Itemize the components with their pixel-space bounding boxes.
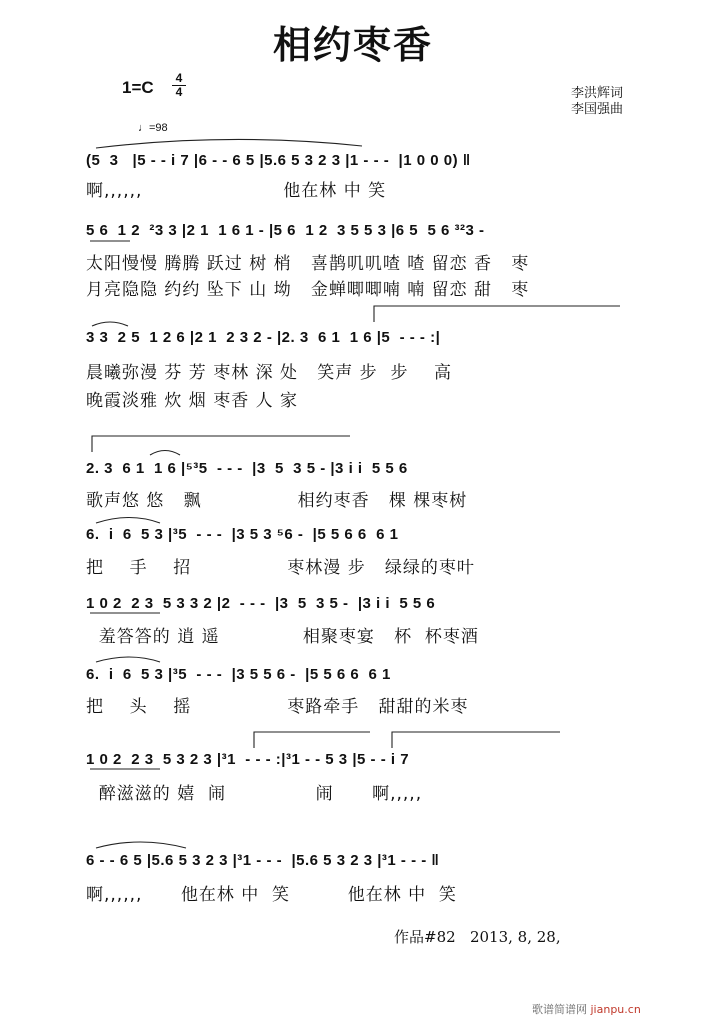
volta-2	[92, 436, 350, 452]
lyric-line-3b: 晚霞淡雅 炊 烟 枣香 人 家	[86, 391, 299, 410]
volta-1	[374, 306, 620, 322]
lyricist-credit: 李洪辉词	[571, 86, 624, 101]
key-signature: 1=C	[122, 78, 154, 97]
slur-line3-a	[92, 322, 128, 326]
time-signature-bottom: 4	[172, 85, 186, 99]
watermark-cn: 歌谱简谱网	[532, 1003, 587, 1016]
notation-line-4: 2. 3 6 1 1 6 |⁵³5 - - - |3 5 3 5 - |3 i i 5 5 6	[86, 460, 408, 477]
lyric-line-9a: 啊,,,,,, 他在林 中 笑 他在林 中 笑	[86, 885, 457, 904]
lyric-line-3a: 晨曦弥漫 芬 芳 枣林 深 处 笑声 步 步 高	[86, 363, 453, 382]
notation-line-9: 6 - - 6 5 |5.6 5 3 2 3 |³1 - - - |5.6 5 3 2 3 |³1 - - - ‖	[86, 852, 440, 869]
notation-line-1: (5 3 |5 - - i 7 |6 - - 6 5 |5.6 5 3 2 3 |1 - - - |1 0 0 0) ‖	[86, 152, 471, 169]
notation-line-6: 1 0 2 2 3 5 3 3 2 |2 - - - |3 5 3 5 - |3 i i 5 5 6	[86, 595, 436, 612]
slur-line4	[150, 451, 180, 456]
notation-line-2: 5 6 1 2 ²3 3 |2 1 1 6 1 - |5 6 1 2 3 5 5 3 |6 5 5 6 ³²3 -	[86, 222, 485, 239]
slur-line7	[96, 657, 160, 662]
lyric-line-6a: 羞答答的 逍 遥 相聚枣宴 杯 杯枣酒	[86, 627, 479, 646]
lyric-line-8a: 醉滋滋的 嬉 闹 闹 啊,,,,,	[86, 784, 423, 803]
song-title: 相约枣香	[272, 23, 433, 67]
time-signature-top: 4	[175, 71, 183, 85]
slur-intro	[96, 139, 362, 148]
lyric-line-5a: 把 手 招 枣林漫 步 绿绿的枣叶	[86, 558, 475, 577]
slur-line9	[96, 842, 186, 848]
lyric-line-7a: 把 头 摇 枣路牵手 甜甜的米枣	[86, 697, 469, 716]
volta-1b	[254, 732, 370, 748]
notation-line-3: 3 3 2 5 1 2 6 |2 1 2 3 2 - |2. 3 6 1 1 6 |5 - - - :|	[86, 329, 441, 346]
composer-credit: 李国强曲	[571, 102, 624, 117]
composition-date: 2013, 8, 28,	[469, 928, 561, 946]
lyric-line-2a: 太阳慢慢 腾腾 跃过 树 梢 喜鹊叽叽喳 喳 留恋 香 枣	[86, 254, 530, 273]
lyric-line-1a: 啊,,,,,, 他在林 中 笑	[86, 181, 387, 200]
watermark-en: jianpu.cn	[590, 1003, 641, 1016]
lyric-line-4a: 歌声悠 悠 飘 相约枣香 棵 棵枣树	[86, 491, 468, 510]
notation-line-7: 6. i 6 5 3 |³5 - - - |3 5 5 6 - |5 5 6 6 6 1	[86, 666, 391, 683]
lyric-line-2b: 月亮隐隐 约约 坠下 山 坳 金蝉唧唧喃 喃 留恋 甜 枣	[86, 280, 530, 299]
work-number-label: 作品#82	[394, 928, 456, 946]
volta-2b	[392, 732, 560, 748]
tempo-mark: ♩=98	[138, 122, 168, 134]
slur-line5	[96, 518, 160, 524]
notation-line-8: 1 0 2 2 3 5 3 2 3 |³1 - - - :|³1 - - 5 3 |5 - - i 7	[86, 751, 410, 768]
notation-line-5: 6. i 6 5 3 |³5 - - - |3 5 3 ⁵6 - |5 5 6 6 6 1	[86, 526, 399, 543]
